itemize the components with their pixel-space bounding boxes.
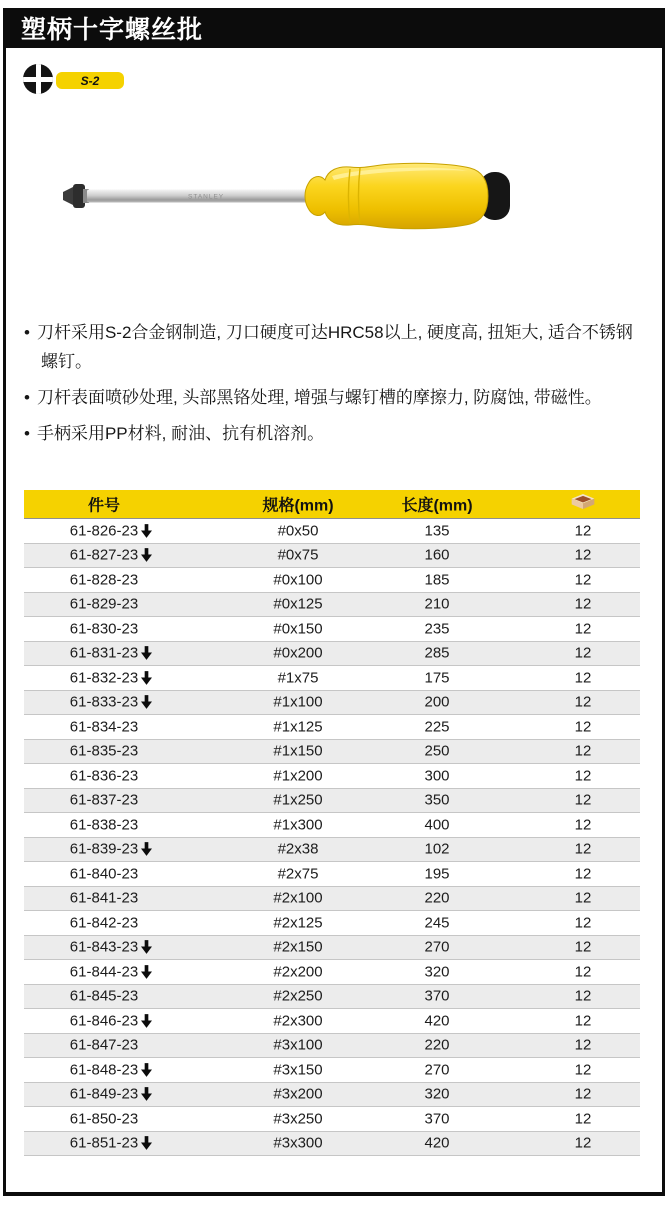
- part-number-cell: 61-843-23: [69, 938, 139, 956]
- spec-cell: #3x100: [273, 1036, 323, 1054]
- part-number-cell: 61-844-23: [69, 963, 139, 981]
- feature-item: • 刀杆表面喷砂处理, 头部黑铬处理, 增强与螺钉槽的摩擦力, 防腐蚀, 带磁性。: [24, 383, 640, 412]
- spec-cell: #3x250: [273, 1110, 323, 1128]
- part-number-cell: 61-839-23: [69, 840, 139, 858]
- steel-grade-badge: [56, 72, 124, 89]
- spec-cell: #1x75: [277, 669, 319, 687]
- down-arrow-icon: [141, 1087, 152, 1101]
- part-number-cell: 61-826-23: [69, 522, 139, 540]
- part-number-cell: 61-842-23: [69, 914, 139, 932]
- feature-item: • 手柄采用PP材料, 耐油、抗有机溶剂。: [24, 419, 640, 448]
- qty-cell: 12: [574, 742, 592, 760]
- spec-cell: #0x50: [277, 522, 319, 540]
- table-row: [24, 789, 640, 814]
- table-row: [24, 617, 640, 642]
- spec-cell: #2x150: [273, 938, 323, 956]
- length-cell: 300: [424, 767, 450, 785]
- spec-cell: #0x125: [273, 595, 323, 613]
- down-arrow-icon: [141, 1014, 152, 1028]
- down-arrow-icon: [141, 940, 152, 954]
- table-row: [24, 985, 640, 1010]
- table-row: [24, 642, 640, 667]
- qty-cell: 12: [574, 644, 592, 662]
- page-title: 塑柄十字螺丝批: [21, 16, 204, 44]
- spec-cell: #3x300: [273, 1134, 323, 1152]
- feature-item: • 刀杆采用S-2合金钢制造, 刀口硬度可达HRC58以上, 硬度高, 扭矩大, 适合不锈钢螺钉。: [24, 318, 640, 376]
- qty-cell: 12: [574, 1012, 592, 1030]
- length-cell: 420: [424, 1134, 450, 1152]
- spec-cell: #0x200: [273, 644, 323, 662]
- table-row: [24, 568, 640, 593]
- spec-cell: #1x250: [273, 791, 323, 809]
- length-cell: 220: [424, 889, 450, 907]
- length-cell: 185: [424, 571, 450, 589]
- length-cell: 160: [424, 546, 450, 564]
- part-number-cell: 61-845-23: [69, 987, 139, 1005]
- qty-cell: 12: [574, 693, 592, 711]
- part-number-cell: 61-836-23: [69, 767, 139, 785]
- table-body: [24, 519, 640, 1156]
- table-row: [24, 936, 640, 961]
- qty-cell: 12: [574, 938, 592, 956]
- steel-grade-label: S-2: [80, 73, 100, 88]
- handle: [305, 163, 488, 229]
- page-title-bar: [3, 8, 665, 48]
- table-row: [24, 666, 640, 691]
- table-row: [24, 593, 640, 618]
- qty-cell: 12: [574, 816, 592, 834]
- part-number-cell: 61-834-23: [69, 718, 139, 736]
- part-number-cell: 61-838-23: [69, 816, 139, 834]
- length-cell: 370: [424, 987, 450, 1005]
- phillips-cross-icon: [23, 64, 53, 94]
- spec-cell: #1x100: [273, 693, 323, 711]
- product-image: [60, 152, 516, 244]
- qty-cell: 12: [574, 718, 592, 736]
- table-row: [24, 1034, 640, 1059]
- spec-cell: #2x75: [277, 865, 319, 883]
- table-row: [24, 691, 640, 716]
- spec-cell: #1x300: [273, 816, 323, 834]
- qty-cell: 12: [574, 595, 592, 613]
- table-row: [24, 1083, 640, 1108]
- part-number-cell: 61-835-23: [69, 742, 139, 760]
- table-row: [24, 960, 640, 985]
- part-number-cell: 61-830-23: [69, 620, 139, 638]
- spec-cell: #2x300: [273, 1012, 323, 1030]
- qty-cell: 12: [574, 522, 592, 540]
- length-cell: 420: [424, 1012, 450, 1030]
- qty-cell: 12: [574, 987, 592, 1005]
- length-cell: 200: [424, 693, 450, 711]
- length-cell: 270: [424, 938, 450, 956]
- part-number-cell: 61-848-23: [69, 1061, 139, 1079]
- part-number-cell: 61-828-23: [69, 571, 139, 589]
- table-row: [24, 715, 640, 740]
- table-header-row: [24, 490, 640, 519]
- bottom-bar: [3, 1192, 665, 1196]
- qty-cell: 12: [574, 1110, 592, 1128]
- down-arrow-icon: [141, 1136, 152, 1150]
- length-cell: 320: [424, 1085, 450, 1103]
- part-number-cell: 61-841-23: [69, 889, 139, 907]
- shaft-brand-text: STANLEY: [188, 193, 225, 201]
- table-row: [24, 1058, 640, 1083]
- spec-cell: #2x200: [273, 963, 323, 981]
- spec-cell: #0x150: [273, 620, 323, 638]
- spec-cell: #0x75: [277, 546, 319, 564]
- length-cell: 285: [424, 644, 450, 662]
- part-number-cell: 61-837-23: [69, 791, 139, 809]
- length-cell: 175: [424, 669, 450, 687]
- down-arrow-icon: [141, 646, 152, 660]
- length-cell: 400: [424, 816, 450, 834]
- part-number-cell: 61-833-23: [69, 693, 139, 711]
- qty-cell: 12: [574, 865, 592, 883]
- down-arrow-icon: [141, 695, 152, 709]
- length-cell: 220: [424, 1036, 450, 1054]
- part-number-cell: 61-840-23: [69, 865, 139, 883]
- length-cell: 245: [424, 914, 450, 932]
- table-row: [24, 887, 640, 912]
- length-cell: 350: [424, 791, 450, 809]
- qty-cell: 12: [574, 791, 592, 809]
- spec-cell: #2x125: [273, 914, 323, 932]
- down-arrow-icon: [141, 965, 152, 979]
- column-header-length: 长度(mm): [401, 497, 473, 515]
- table-row: [24, 544, 640, 569]
- column-header-spec: 规格(mm): [262, 497, 334, 515]
- spec-cell: #3x150: [273, 1061, 323, 1079]
- part-number-cell: 61-847-23: [69, 1036, 139, 1054]
- down-arrow-icon: [141, 1063, 152, 1077]
- length-cell: 320: [424, 963, 450, 981]
- length-cell: 195: [424, 865, 450, 883]
- down-arrow-icon: [141, 671, 152, 685]
- table-row: [24, 813, 640, 838]
- spec-cell: #2x38: [277, 840, 319, 858]
- table-row: [24, 838, 640, 863]
- qty-cell: 12: [574, 571, 592, 589]
- spec-cell: #2x250: [273, 987, 323, 1005]
- length-cell: 270: [424, 1061, 450, 1079]
- qty-cell: 12: [574, 1085, 592, 1103]
- part-number-cell: 61-850-23: [69, 1110, 139, 1128]
- spec-cell: #1x200: [273, 767, 323, 785]
- spec-cell: #3x200: [273, 1085, 323, 1103]
- qty-cell: 12: [574, 1061, 592, 1079]
- qty-cell: 12: [574, 1134, 592, 1152]
- qty-cell: 12: [574, 620, 592, 638]
- down-arrow-icon: [141, 548, 152, 562]
- qty-cell: 12: [574, 1036, 592, 1054]
- part-number-cell: 61-851-23: [69, 1134, 139, 1152]
- table-row: [24, 911, 640, 936]
- length-cell: 102: [424, 840, 450, 858]
- qty-cell: 12: [574, 963, 592, 981]
- qty-cell: 12: [574, 669, 592, 687]
- carton-box-icon: [571, 493, 596, 515]
- table-row: [24, 764, 640, 789]
- spec-cell: #1x125: [273, 718, 323, 736]
- length-cell: 370: [424, 1110, 450, 1128]
- phillips-tip: [63, 184, 89, 208]
- table-row: [24, 740, 640, 765]
- length-cell: 210: [424, 595, 450, 613]
- screwdriver-illustration: [60, 152, 516, 244]
- down-arrow-icon: [141, 524, 152, 538]
- part-number-cell: 61-827-23: [69, 546, 139, 564]
- part-number-cell: 61-832-23: [69, 669, 139, 687]
- table-row: [24, 1107, 640, 1132]
- qty-cell: 12: [574, 767, 592, 785]
- part-number-cell: 61-846-23: [69, 1012, 139, 1030]
- table-row: [24, 862, 640, 887]
- spec-cell: #0x100: [273, 571, 323, 589]
- table-row: [24, 1009, 640, 1034]
- qty-cell: 12: [574, 546, 592, 564]
- down-arrow-icon: [141, 842, 152, 856]
- part-number-cell: 61-831-23: [69, 644, 139, 662]
- length-cell: 250: [424, 742, 450, 760]
- column-header-part: 件号: [87, 497, 121, 515]
- table-row: [24, 519, 640, 544]
- spec-cell: #1x150: [273, 742, 323, 760]
- part-number-cell: 61-849-23: [69, 1085, 139, 1103]
- qty-cell: 12: [574, 889, 592, 907]
- length-cell: 135: [424, 522, 450, 540]
- length-cell: 235: [424, 620, 450, 638]
- qty-cell: 12: [574, 840, 592, 858]
- feature-list: [24, 318, 640, 455]
- qty-cell: 12: [574, 914, 592, 932]
- length-cell: 225: [424, 718, 450, 736]
- part-number-cell: 61-829-23: [69, 595, 139, 613]
- table-row: [24, 1132, 640, 1157]
- spec-cell: #2x100: [273, 889, 323, 907]
- parts-table: [24, 490, 640, 1156]
